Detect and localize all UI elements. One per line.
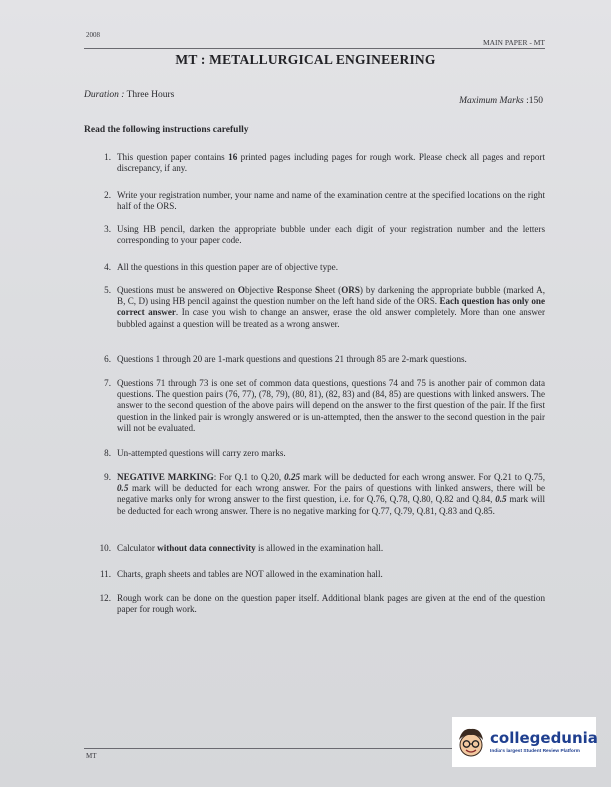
instruction-text-run: printed pages including pages for rough work. Please check all pages and report discrepancy, if any. — [117, 152, 545, 174]
instruction-item — [95, 378, 545, 434]
instruction-number: 9. — [104, 472, 111, 482]
instruction-text-run: : For Q.1 to Q.20, — [213, 472, 285, 482]
instruction-number: 10. — [99, 543, 111, 553]
instruction-text — [117, 472, 545, 517]
instruction-text-run: mark will be deducted for each wrong answer. For the pairs of questions with linked answers, there will be negative marks only for wrong answer to the first question, i.e. for Q.76, Q.78, Q.80, Q.82 and Q.84, — [117, 483, 545, 505]
instruction-text-run: Each question has only one correct answer — [117, 296, 545, 318]
instruction-item — [95, 569, 545, 580]
instruction-text-run: This question paper contains — [117, 152, 229, 162]
instruction-number: 2. — [104, 190, 111, 200]
instruction-text-run: O — [237, 285, 245, 295]
instruction-text — [117, 152, 545, 174]
duration-value: Three Hours — [126, 90, 175, 100]
instruction-item — [95, 152, 545, 174]
paper-title: MT : METALLURGICAL ENGINEERING — [175, 52, 436, 67]
maximum-marks — [459, 96, 543, 106]
instruction-text-run: Questions 71 through 73 is one set of common data questions, questions 74 and 75 is another pair of common data questions. The question pairs (76, 77), (78, 79), (80, 81), (82, 83) and (84, 85) are questions with linked answers. The answer to the second question of the above pairs will depend on the answer to the first question of the pair. If the first question in the linked pair is wrongly answered or is un-attempted, then the answer to the second question in the pair will not be evaluated. — [117, 378, 545, 433]
instruction-item — [95, 354, 545, 365]
instruction-number: 12. — [99, 593, 111, 603]
instruction-text — [117, 224, 545, 246]
collegedunia-watermark — [452, 717, 596, 767]
instruction-text-run: 0.25 — [284, 472, 300, 482]
instruction-text-run: is allowed in the examination hall. — [255, 543, 384, 553]
mascot-icon — [456, 725, 486, 759]
instruction-item — [95, 593, 545, 615]
instruction-text-run: 16 — [228, 152, 238, 162]
marks-value: :150 — [526, 96, 543, 106]
paper-code: MAIN PAPER - MT — [482, 38, 545, 47]
instruction-text-run: 0.5 — [117, 483, 129, 494]
instruction-text-run: S — [315, 285, 321, 295]
instruction-text-run: 0.5 — [495, 494, 507, 505]
instruction-text-run: Un-attempted questions will carry zero marks. — [117, 448, 286, 458]
instruction-text — [117, 593, 545, 615]
instruction-text — [117, 190, 545, 212]
instruction-text-run: bjective — [244, 285, 277, 295]
instruction-text-run: Questions 1 through 20 are 1-mark questions and questions 21 through 85 are 2-mark questions. — [117, 354, 467, 364]
instruction-item — [95, 472, 545, 517]
instruction-number: 5. — [104, 285, 111, 295]
instruction-number: 1. — [104, 152, 111, 162]
instruction-number: 6. — [104, 354, 111, 364]
instruction-text-run: Questions must be answered on — [117, 285, 238, 295]
instruction-text-run: Using HB pencil, darken the appropriate bubble under each digit of your registration number and the letters corresponding to your paper code. — [117, 224, 545, 246]
year-label: 2008 — [86, 31, 100, 39]
instruction-text-run: Calculator — [117, 543, 158, 553]
instruction-item — [95, 224, 545, 246]
instruction-text-run: Write your registration number, your name and name of the examination centre at the specified locations on the right half of the ORS. — [117, 190, 545, 212]
instruction-text — [117, 285, 545, 330]
instruction-text-run: esponse — [283, 285, 316, 295]
brand-tagline: India's largest Student Review Platform — [490, 748, 580, 754]
instruction-text-run: heet ( — [320, 285, 342, 295]
instruction-item — [95, 262, 545, 273]
instruction-text — [117, 262, 545, 273]
instruction-text-run: mark will be deducted for each wrong answer. There is no negative marking for Q.77, Q.79, Q.81, Q.83 and Q.85. — [117, 494, 545, 516]
brand — [490, 728, 598, 754]
instruction-number: 7. — [104, 378, 111, 388]
instruction-text-run: Charts, graph sheets and tables are NOT allowed in the examination hall. — [117, 569, 383, 579]
marks-label: Maximum Marks — [459, 96, 524, 106]
instruction-number: 8. — [104, 448, 111, 458]
instruction-item — [95, 448, 545, 459]
instruction-text — [117, 543, 545, 554]
instruction-text-run: ORS — [341, 285, 360, 295]
instruction-text — [117, 354, 545, 365]
duration — [84, 90, 174, 100]
instruction-text — [117, 448, 545, 459]
instruction-text-run: mark will be deducted for each wrong answer. For Q.21 to Q.75, — [300, 472, 545, 482]
instructions-heading: Read the following instructions carefully — [84, 125, 249, 135]
instruction-text-run: ) by darkening the appropriate bubble (marked A, B, C, D) using HB pencil against the question number on the left hand side of the ORS. — [117, 285, 545, 307]
instruction-text — [117, 569, 545, 580]
instruction-text — [117, 378, 545, 434]
instruction-item — [95, 190, 545, 212]
instruction-text-run: NEGATIVE MARKING — [117, 472, 214, 482]
instruction-text-run: without data connectivity — [157, 543, 256, 553]
instruction-number: 3. — [104, 224, 111, 234]
instruction-text-run: All the questions in this question paper are of objective type. — [117, 262, 338, 272]
header-divider — [84, 48, 545, 49]
instruction-text-run: R — [276, 285, 284, 295]
brand-name: collegedunia — [490, 728, 598, 747]
footer-paper-code: MT — [86, 752, 97, 760]
instruction-number: 4. — [104, 262, 111, 272]
instruction-item — [95, 285, 545, 330]
duration-label: Duration : — [84, 90, 125, 100]
instruction-item — [95, 543, 545, 554]
instruction-text-run: Rough work can be done on the question paper itself. Additional blank pages are given at the end of the question paper for rough work. — [117, 593, 545, 615]
instruction-text-run: . In case you wish to change an answer, erase the old answer completely. More than one answer bubbled against a question will be treated as a wrong answer. — [117, 307, 545, 329]
instruction-number: 11. — [99, 569, 111, 579]
